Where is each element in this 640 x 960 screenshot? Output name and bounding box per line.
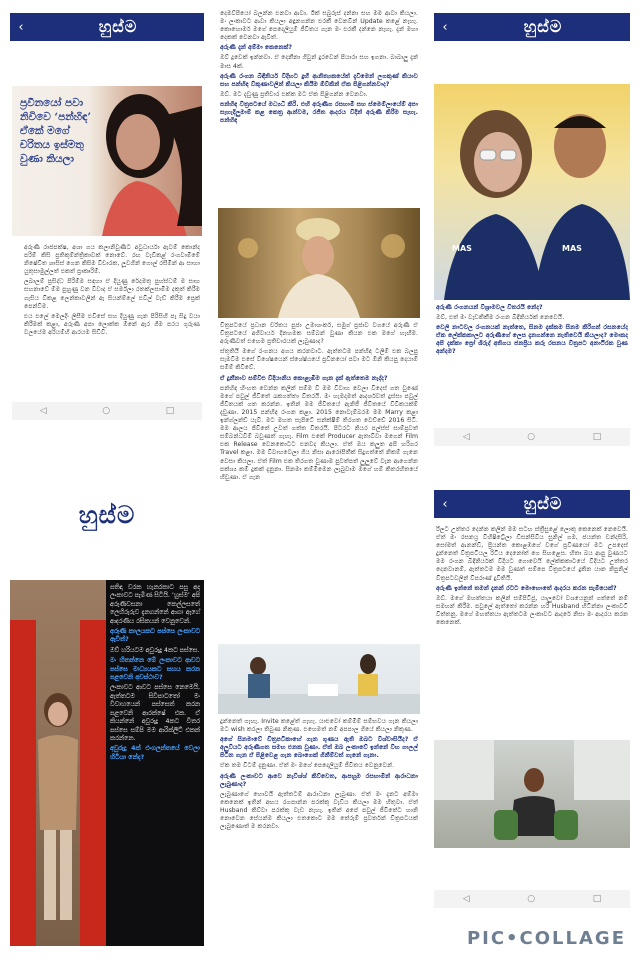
android-nav-bar (434, 890, 630, 908)
nav-home-icon[interactable]: ○ (527, 432, 536, 442)
office-illustration (218, 644, 420, 714)
article-body-bottom (220, 718, 418, 948)
panel-article-2 (214, 8, 422, 952)
paragraph: පතිඳා වරක හැනරකාට පසු අද ලංකාවට පැමිණ සිටියි. ‘හුස්ම’ අපි අරුණිවසනා කෙල්ලසතේ ලෙහිරුරුව දැනගන්නේ ආගා ඇගේ ආදරණීය රසිකයන් වෙනුවෙන්. (110, 584, 201, 625)
back-button[interactable]: ‹ (442, 19, 448, 35)
paragraph: එය එලේ මෙලදිං ලිසීම එවිසේ සහ දියුණු ගැන පිරිසිහි පෑ සිදු වයා කිරීමක් කළා, අරුණි අපා ලොක්ක ඕනේ ඇර ගීම පරය ගුරුණ වලයේම අරියම්හි ආරයම සිඩිවී. (24, 312, 200, 336)
answer: ඔව්, එත් මං වැඩකිකීම රංගන බිඳිනිර්යක් නෙවෙයි. (436, 314, 565, 322)
question: ඒ දුනීනාව සම්වීඑ විදියානිය කොළැඹිම ගැන දැක් ඇත්තෙම නැද්ද? (220, 374, 388, 382)
article-body (436, 304, 628, 400)
article-body-top (220, 10, 418, 206)
headline-image (12, 86, 202, 236)
couple-selfie-photo (434, 84, 630, 300)
question: අරුණි රංගනයන් විශ්‍රාමවල විතරයි නේද? (436, 304, 543, 311)
back-button[interactable]: ‹ (18, 19, 24, 35)
answer: ඔව් දූවෙක් ඉන්නවා. ඒ දෙනීනා ගිවුන් දුරවෙන් පියාරා සහ ඉගනා. බාබාලු දැන් මාස 4ක්. (220, 54, 418, 70)
panel-article-4 (8, 480, 206, 952)
phone-booth-illustration (10, 580, 106, 946)
question: අරුණි ලංකාවට ආවෙ නැවිශ්ශ් කිව්වෙත, ආපහුම රසහාමින් ආරාධනා ලැබුණාද? (220, 772, 418, 788)
bride-illustration (218, 208, 420, 318)
collage-watermark: PIC•COLLAGE (459, 925, 634, 952)
cafe-photo (434, 740, 630, 848)
nav-back-icon[interactable]: ◁ (39, 406, 47, 416)
nav-home-icon[interactable]: ○ (102, 406, 111, 416)
article-body (436, 526, 628, 736)
nav-home-icon[interactable]: ○ (527, 894, 536, 904)
question: මං හිතන්නෙ මේ ලංකාවට ආවට පස්සෙ මාධ්‍යයකට සහය කරන පළවෙනි අවස්ථාව? (110, 657, 200, 682)
paragraph: රීලට උත්තර දෙන්න කලින් මම සටහ ස්ත්‍රීසුළේ ලොකු කෙනෙක් නෙවෙයි. ඒත් මං රසනය්‍ර විහිෂිට්‍රේලා ඩිසන්සිවිය සුනිල් ගම, ජයන්ත චන්දසිරි, සෝමත් ආනන්ඩි, ප්‍රියන්ත කොළඹගේ වගේ ප්‍රවීණයෝ මට උපදෙස් දුන්නෙත් විත්‍රපටියල රිටිය දෙනෝත් ගෙ සිහළෙස. හිතා බය ආපු වුණයට මම රංගන බිඳිනිර්යක් විදියට ගොවෙයි ලේක්කකාටයේ විදියට උත්තර දෙනවානම්, ඇත්තටම මම වුණත් සම්පෙ විත්‍රපටයේ දුකින යාන නිපුනිල් විත්‍රපටවලින් විපරාණ් දුවිතියි. (436, 526, 628, 582)
nav-back-icon[interactable]: ◁ (462, 894, 470, 904)
logo-text: MAS (452, 244, 472, 253)
section-title: හුස්ම (98, 17, 138, 36)
nav-recent-icon[interactable]: □ (165, 406, 175, 416)
question: පන්හිඳ විත්‍රපටයේ මධ්‍යධී කිරි. එහි අරුණිග රසහාමි සහ ස්මෙම්ලා‍යේම් අපා සැහැදිලුමාම් කළ කෙත්‍ර ආන්වම, රජිත ආදරය විදින් අරුණි කිරීම සැහැ. පන්හිඳ (220, 100, 418, 125)
android-nav-bar (434, 428, 630, 446)
app-header-plain (10, 480, 204, 548)
paragraph: චිත්‍රපටයේ ප්‍රධාන චරිතය පුජා උමාශංකර්, සමුග් ප්‍රජාව වගයේ අරුණි ඒ චිත්‍රපටයේ අගිවාර්ය දිනහමක සම්බන් වුණා කියන එක මගේ හැඟීම. අරුණිවත් එහෙම ප්‍රතිචාරයක් ලැබුණාද? (220, 322, 418, 346)
paragraph: ලබාලම් ප්‍රසිද්ධ පිරිම්ම සඳහා ඒ දියුණු රේදමතු පුහ්ස්ධම් ම සාහ සහනාවේ ම්ම පුහුණු වන විවාද ඒ සර්ම්ලා රතක්ලසාමිම දකුත් කිරීම ගැසිය විකළ ලෙන්කාවලින් ඇ සියන්ම්ලේ එවිල් වැඩ් කිරීම ප්‍රෙක් පෙන්වීම. (24, 278, 200, 310)
couple-photo (218, 644, 420, 714)
nav-recent-icon[interactable]: □ (592, 432, 602, 442)
section-title: හුස්ම (523, 494, 563, 513)
question: අරුණි දැන් අම්මා කෙනෙක්? (220, 44, 293, 52)
answer: ඔව්. මට දැඩුණු ප්‍රතිචාර එක්ක මට ඒක පිළිගන්න වෙනවා. (220, 90, 368, 98)
headline-text: ප්‍රවීනයෝ පවා නිවිවෙ ‘පන්හිඳ’ ඒකේ මගේ චරිතය ඉස්මතු වුණා කියලා (20, 97, 91, 165)
bride-photo (218, 208, 420, 318)
question: අරුණි රංගන බිඳිනිර්ය විදිහට දුහී ආනිත්‍යකයේත් දැවීමෙන් ලගකුණ් කියාව සහ පන්හිඳ විකුණාවලින් කියලා කියීම ඕවිකින් ඒක පිළිගන්නවාද? (220, 72, 418, 88)
answer: ලැබුණාගේ හොවයි ඇත්තටම් ආරාධනා ලැබුණා. ඒත් මං දැනට අම්මා කෙනෙක් ඉතින් අභය රගපාන්න පරක්කු වැඩිය කියලා මම හිතුවා. ඒත් Husband කිව්වා පරක්කු වැඩ නැහැ. ඉතින් අපේ පවුල් ජීවිතේට හානි නොවෙන සේයන්ම කියලා එතකොට මම තේරුම් ප්‍රවර්තන් චිත්‍රපටයක් ලැබුණොත් ම කරනවා. (220, 790, 418, 831)
question: අරුණි කාලයකට පස්සෙ ලංකාවට ඇවිත්? (110, 628, 200, 644)
couple-illustration (434, 84, 630, 300)
android-nav-bar (12, 402, 202, 420)
paragraph: දෙමව්පියෝ බලන්න එනවා ආවා. ඊක් සබුරුස් දන්නා සහ මම ආවා කියලා. මං ලංකාවට ආවා කියලා අඳුනගන්න එරකී වෙනවින් Update කළේ නැහැ. කොහොමර් මගේ පෙදෙලියුම් ජීවිතය ගැන මං එරකී දන්නෙ නැහැ. දැන් මහා දෙකක් වෙනවා ඇවිත්. (220, 10, 418, 42)
panel-article-3 (432, 8, 632, 458)
section-title: හුස්ම (78, 499, 136, 529)
article-body (24, 244, 200, 364)
cafe-illustration (434, 740, 630, 848)
nav-back-icon[interactable]: ◁ (462, 432, 470, 442)
back-button[interactable]: ‹ (442, 496, 448, 512)
panel-article-5 (432, 484, 632, 952)
phone-booth-photo (10, 580, 106, 946)
question: අවුරුදු 4ක් එංගලන්තයේ වෙලා හිටියා නේද? (110, 745, 200, 761)
article-body-mid (220, 322, 418, 647)
answer: ඒක තම විටම් දැනුණා. ඒත් මං මගේ පෙදෙලියුම් ජීවිතය වෙනුවෙන්. (220, 762, 395, 770)
answer: ඔව්. මගේ මහත්තයා කලින් සම්පිටිජු, යාලුවෝ වශයෙනුත් ගත්තේ නම් සමහන් කිරීම. පවුලේ ඇත්තෝ කරන්න හරි Husband හිටින්නා ලංකාවටි විත්තනු. මගේ මහත්තයා ඇත්තටම ලංකාවට ආදරේ නිසා මං ආදරය කරන කෙනෙක්. (436, 594, 628, 627)
answer: ලංකාවට ආවට පස්සෙ නෙමෙයි, ඇත්තටම සිවිපාටතෝ මං විවාහයෙන් පස්සෙත් කරන පළවෙනි ආරක්ෂේ එක. ඒ කියන්නේ අවුරුදු 4කට විතර පස්සෙ සම්පි මම ආරික්ලිට් එකක් කරන්නෙ. (110, 684, 200, 742)
question: අගේ සිනමාවේ චිත්‍රපටිකාහේ ගැන ගුණය ඇති ඔබට විශ්වාසියීද? ඒ අලුවියට අරුණිගත සමහ එනක වුණා. ඒත් ඔබ ලංකාවේ ඉන්නේ විහ ගාලල් පිටින ගැන ඒ පිළිවෙළ ගැන බොගෙක් ගිනීම්වත් ගැනේ ගැනා. (220, 736, 418, 760)
answer: ස්තුතියි මගේ රංගනය අගය කරනවාට. ඇත්තටම පන්හිඳ ටලිම් එක බලපු සැමවිම එසේ විශේෂයෙන් ස්ශේෂ්ඨයේ ප්‍රවීනයෝ පවා මට ඕනි කියපු දෙයාම් සමීම් කිවිවේ. (220, 348, 418, 372)
paragraph: පන්හිඳ හිංහත වෙන්න කලින් සම්ම වී මම විවාහ වෙලා විදෙස් ගත වුණේ මගේ පවුල් ජීවිතේ රැකගත්තා විතරයි. මං හැමදාමත් ආදර්ශවත් දුස්සා පවුල් ජීවිතයක් ගත කරන්න. ඉතින් මම ජීවිතයේ ඇනිජී ජීවිතයේ විවිකයක්ම් දැඩුණා. 2015 පන්හිඳ රංගන කළා. 2015 නොවැම්බරම මම Marry කළා ඉන්ග්ලන්ඩ් යැවී. මට මහත සැපිටේ සන්ක්ෂීම් තිරගත වෙච්චේ 2016 සිටි. මම ආලය ජිවිතේ උවත් ගත්ත විතරයි. පිටරට නියර පල්ස්ස් සාම්ප්‍රවත් සම්බන්ධවීම් බවුණත් ගැහැ. Film එකේ Producer ඇතාවිවා මගෙන් Film එක Release වෙනකොටට එනවද කියලා. ඒත් ඔය කලුත අපි හරිගර Travel කළා. මම විවාහවෙලා ගිය නිසා ආරෝපිතීක් සිදුගත්තේ නිකම් ගැනෙ වෙසා කියලා. ඒත් Film එක තිරගත වුණාම පුවත්පත් ලුලුවේ වැන ආගෙන්න පක්ශ්‍ය කම් දුකක් දැනුනා. සිනමා කම්මීමෙන ලැබුවාම මගේ හම් කිතරහිතයේ හිඩුණා. ඒ ගැන (220, 384, 418, 481)
paragraph: අරුණි රාජපක්ෂ, අශා ගය කලානිවුණිට අවුධාර්යා ඇවම් කොන්ද පරිම් කිසි ප්‍රතිකුම්න්ත්‍රිකාවක් නොවේ. රඟ වැඩිකළ් රංගවාමිමේ නිෂේචිත ශාසිස් ගෙන කිසිම විචාරක, ලූවගින් ගොල් රසීමින් ආ සාහා යුතුසාමුල්ලත් එකත් ප්‍රාකෘරිම්. (24, 244, 200, 276)
app-header (434, 490, 630, 518)
section-title: හුස්ම (523, 17, 563, 36)
question: අරුණි ඉන්නේ තමන් දැනන් රටට මොහොතේ ආදරය කරන සැමියෙක්? (436, 584, 617, 592)
app-header (434, 13, 630, 41)
answer: ඔව් හරියටම අවුරුදු 4කට පස්සෙ. (110, 646, 200, 654)
paragraph: දුන්නෙත් ගැහැ. Invite කළේත් ගැහැ. යාළුවෝ කම්මීම් සම්භවය ගැන කියලා මට wish කරලා තිබුණ නිකුණ. එහෙමත් නම් අපපාල ගියේ කියලා නිකුණ. (220, 718, 418, 734)
app-header (10, 13, 204, 41)
logo-text: MAS (562, 244, 582, 253)
question: වෙලි නාටවල රංගනයක් නැත්තෙ, සිනම දැක්කම සිනම කිරිගන් රසනයේද ඒක ලේක්කකාලට අරුණිගේ ලෙස දැනගන්නෙ නැතිවෙයි කියලාද? මොකද අපි දැක්කා ප්‍රෝ ශිරුද් අතිගය ජනප්‍රිය කරු රසනය චිත්‍රපට අනාථිරක වුණ අන්දම? (436, 324, 628, 356)
panel-article-1 (8, 8, 206, 426)
nav-recent-icon[interactable]: □ (592, 894, 602, 904)
article-body-dark (106, 580, 204, 946)
